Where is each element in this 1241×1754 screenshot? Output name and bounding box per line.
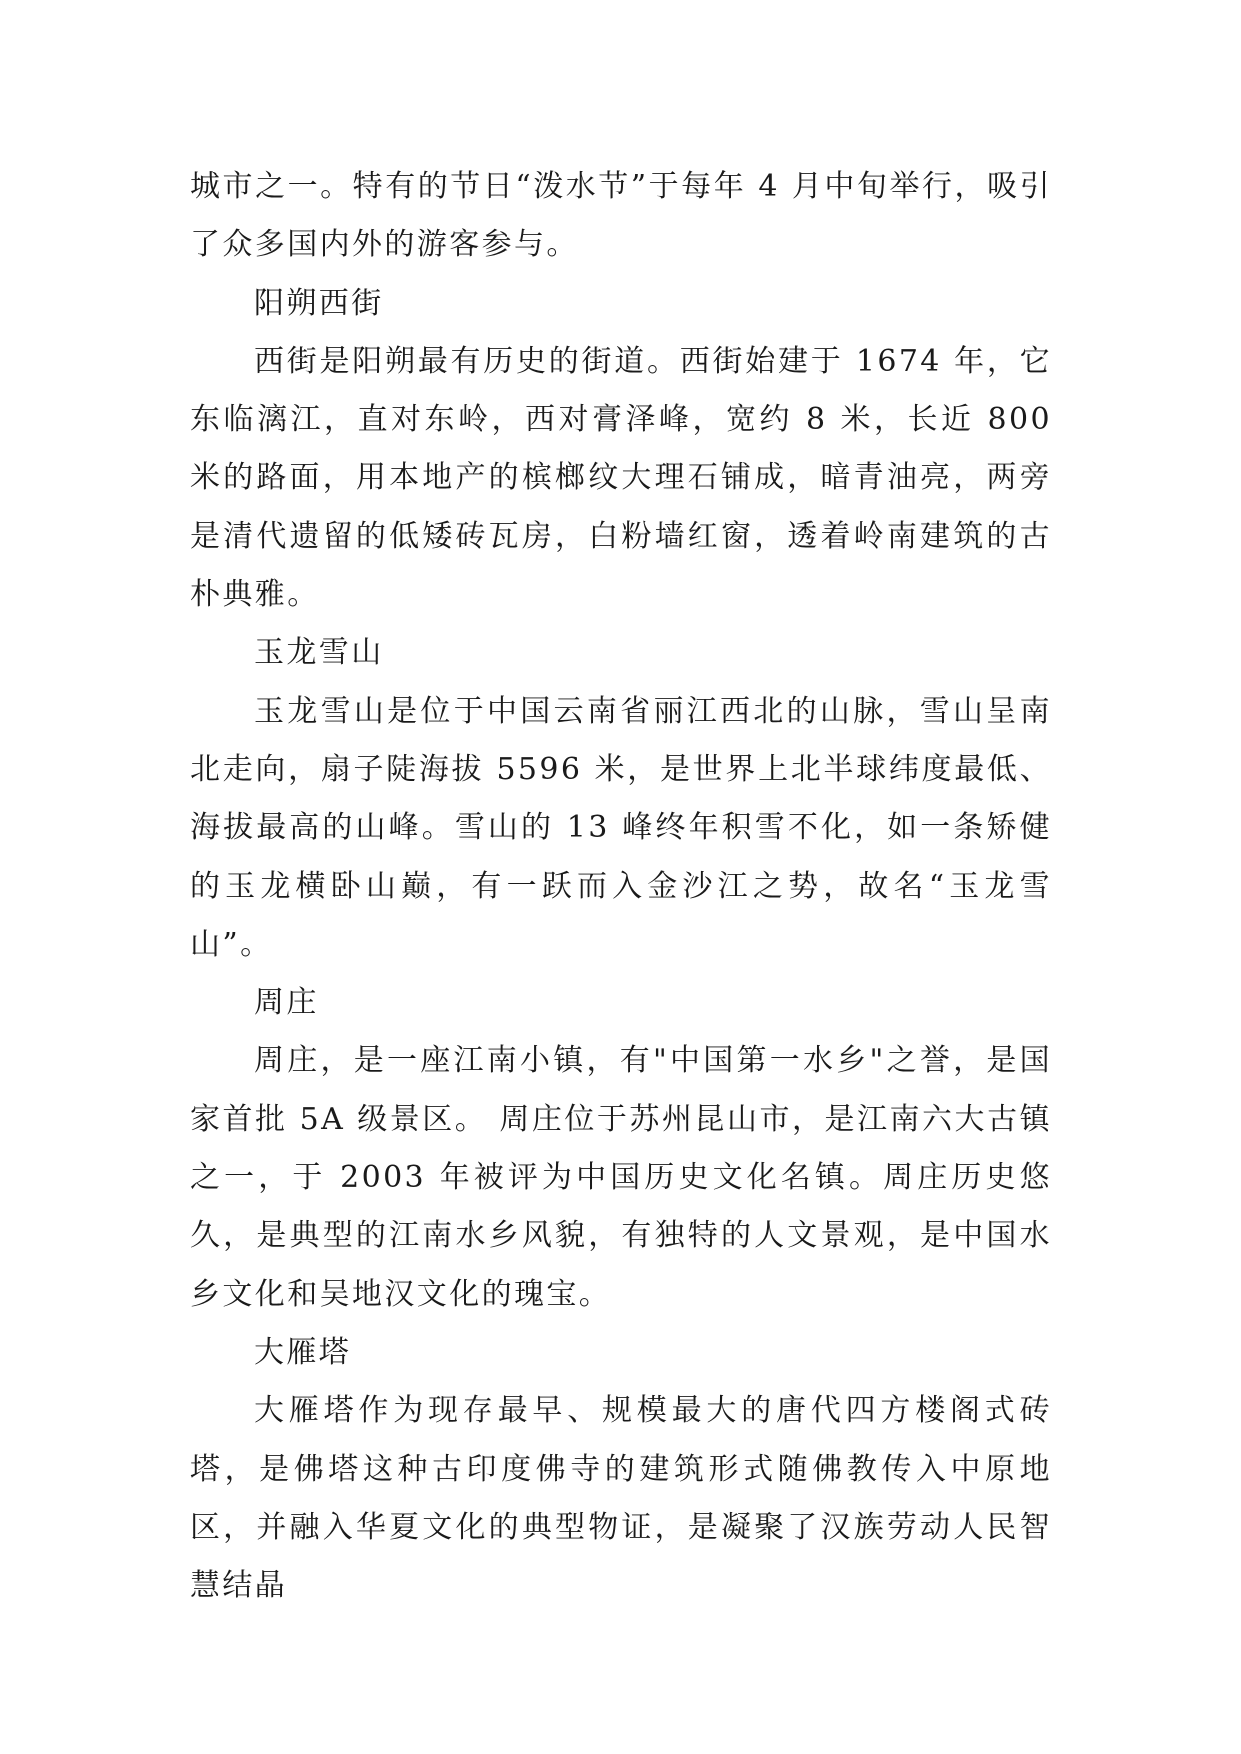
heading-yangshuo-west-street: 阳朔西街 bbox=[254, 285, 384, 321]
paragraph-zhouzhuang: 周庄，是一座江南小镇，有"中国第一水乡"之誉，是国家首批 5A 级景区。 周庄位于苏州昆山市，是江南六大古镇之一，于 2003 年被评为中国历史文化名镇。周庄历史悠久，是典型的江南水乡风貌，有独特的人文景观，是中国水乡文化和吴地汉文化的瑰宝。 bbox=[190, 1043, 1052, 1312]
heading-zhouzhuang: 周庄 bbox=[254, 985, 319, 1021]
paragraph-big-wild-goose-pagoda: 大雁塔作为现存最早、规模最大的唐代四方楼阁式砖塔，是佛塔这种古印度佛寺的建筑形式随佛教传入中原地区，并融入华夏文化的典型物证，是凝聚了汉族劳动人民智慧结晶 bbox=[190, 1393, 1052, 1604]
document-body bbox=[190, 158, 1052, 1615]
paragraph-jade-dragon-snow-mountain: 玉龙雪山是位于中国云南省丽江西北的山脉，雪山呈南北走向，扇子陡海拔 5596 米，是世界上北半球纬度最低、海拔最高的山峰。雪山的 13 峰终年积雪不化，如一条矫健的玉龙横卧山巅，有一跃而入金沙江之势，故名“玉龙雪山”。 bbox=[190, 693, 1052, 962]
paragraph-yangshuo-west-street: 西街是阳朔最有历史的街道。西街始建于 1674 年，它东临漓江，直对东岭，西对膏泽峰，宽约 8 米，长近 800 米的路面，用本地产的槟榔纹大理石铺成，暗青油亮，两旁是清代遗留的低矮砖瓦房，白粉墙红窗，透着岭南建筑的古朴典雅。 bbox=[190, 343, 1052, 613]
heading-big-wild-goose-pagoda: 大雁塔 bbox=[254, 1334, 352, 1370]
paragraph-water-festival: 城市之一。特有的节日“泼水节”于每年 4 月中旬举行，吸引了众多国内外的游客参与。 bbox=[190, 169, 1052, 263]
heading-jade-dragon-snow-mountain: 玉龙雪山 bbox=[254, 635, 384, 671]
